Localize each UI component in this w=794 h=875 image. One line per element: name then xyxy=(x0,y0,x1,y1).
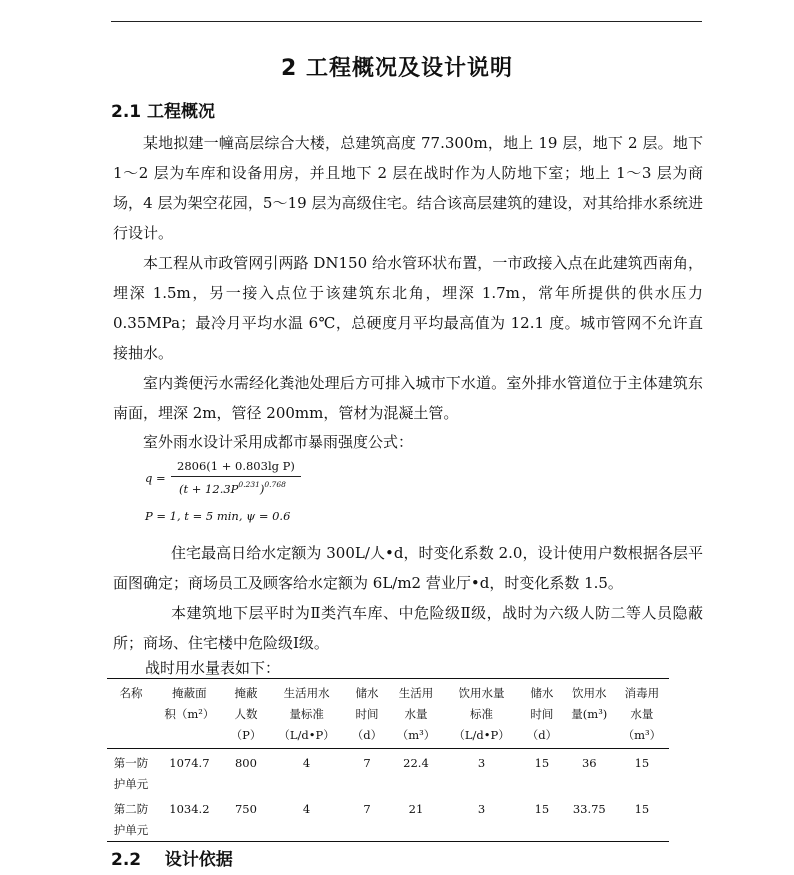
top-rule xyxy=(111,21,702,22)
section-heading-2-2: 2.2 设计依据 xyxy=(111,850,233,870)
paragraph-fire-class: 本建筑地下层平时为Ⅱ类汽车库、中危险级Ⅱ级，战时为六级人防二等人员隐蔽所；商场、住宅楼中危险级Ⅰ级。 xyxy=(113,604,703,652)
cell-storage-days-1: 7 xyxy=(363,756,371,770)
fraction-line xyxy=(171,476,301,477)
cell-persons: 750 xyxy=(234,802,257,816)
formula-exponent-inner: 0.231 xyxy=(238,480,260,489)
paragraph-quota: 住宅最高日给水定额为 300L/人•d，时变化系数 2.0，设计使用户数根据各层平面图确定；商场员工及顾客给水定额为 6L/m2 营业厅•d，时变化系数 1.5。 xyxy=(113,544,703,592)
wartime-water-table xyxy=(107,678,669,842)
paragraph-rainwater: 室外雨水设计采用成都市暴雨强度公式： xyxy=(143,433,414,451)
header-domestic-volume: 生活用 水量 （m³） xyxy=(389,679,443,749)
row-name: 第二防护单元 xyxy=(113,802,149,837)
cell-drinking-volume: 36 xyxy=(581,756,597,770)
header-disinfection-volume: 消毒用 水量 （m³） xyxy=(615,679,669,749)
cell-domestic-standard: 4 xyxy=(302,756,311,770)
cell-storage-days-2: 15 xyxy=(534,756,550,770)
formula-denominator-base: (t + 12.3P xyxy=(179,482,239,496)
section-heading-2-1: 2.1 工程概况 xyxy=(111,102,216,122)
formula-numerator: 2806(1 + 0.803lg P) xyxy=(177,459,295,473)
header-drinking-standard: 饮用水量 标准 （L/d•P） xyxy=(443,679,520,749)
cell-domestic-volume: 22.4 xyxy=(403,756,429,770)
cell-disinfection-volume: 15 xyxy=(634,756,650,770)
formula-params: P = 1, t = 5 min, ψ = 0.6 xyxy=(145,509,291,523)
cell-domestic-standard: 4 xyxy=(302,802,311,816)
table-caption: 战时用水量表如下： xyxy=(145,659,281,677)
cell-drinking-standard: 3 xyxy=(477,756,486,770)
chapter-title: 2 工程概况及设计说明 xyxy=(281,56,513,81)
cell-disinfection-volume: 15 xyxy=(634,802,650,816)
formula-denominator xyxy=(179,482,286,496)
header-drinking-volume: 饮用水 量(m³) xyxy=(564,679,615,749)
paragraph-overview: 某地拟建一幢高层综合大楼，总建筑高度 77.300m，地上 19 层，地下 2 层。地下 1～2 层为车库和设备用房，并且地下 2 层在战时作为人防地下室；地上 1～3 层为商场，4 层为架空花园，5～19 层为高级住宅。结合该高层建筑的建设，对其给排水系统进行设计。 xyxy=(113,134,703,242)
paragraph-water-supply: 本工程从市政管网引两路 DN150 给水管环状布置，一市政接入点在此建筑西南角，埋深 1.5m，另一接入点位于该建筑东北角，埋深 1.7m，常年所提供的供水压力 0.35MPa；最冷月平均水温 6℃，总硬度月平均最高值为 12.1 度。城市管网不允许直接抽水。 xyxy=(113,254,703,362)
cell-area: 1074.7 xyxy=(169,756,210,770)
header-domestic-standard: 生活用水 量标准 （L/d•P） xyxy=(268,679,345,749)
cell-storage-days-2: 15 xyxy=(534,802,550,816)
formula-lhs: q = xyxy=(145,471,166,485)
header-storage-days-1: 储水 时间 （d） xyxy=(345,679,389,749)
header-storage-days-2: 储水 时间 （d） xyxy=(520,679,564,749)
cell-persons: 800 xyxy=(234,756,257,770)
cell-drinking-standard: 3 xyxy=(477,802,486,816)
cell-storage-days-1: 7 xyxy=(363,802,371,816)
formula-denominator-close: ) xyxy=(259,482,265,496)
formula-exponent-outer: 0.768 xyxy=(264,480,286,489)
cell-area: 1034.2 xyxy=(169,802,210,816)
table-row xyxy=(107,795,669,842)
header-persons: 掩蔽 人数 （P） xyxy=(224,679,268,749)
header-area: 掩蔽面 积（m²） xyxy=(155,679,224,749)
cell-drinking-volume: 33.75 xyxy=(572,802,606,816)
table-row xyxy=(107,749,669,796)
table-header-row xyxy=(107,679,669,749)
cell-domestic-volume: 21 xyxy=(408,802,424,816)
paragraph-drainage: 室内粪便污水需经化粪池处理后方可排入城市下水道。室外排水管道位于主体建筑东南面，埋深 2m，管径 200mm，管材为混凝土管。 xyxy=(113,374,703,422)
row-name: 第一防护单元 xyxy=(113,756,149,791)
header-name: 名称 xyxy=(107,679,155,749)
